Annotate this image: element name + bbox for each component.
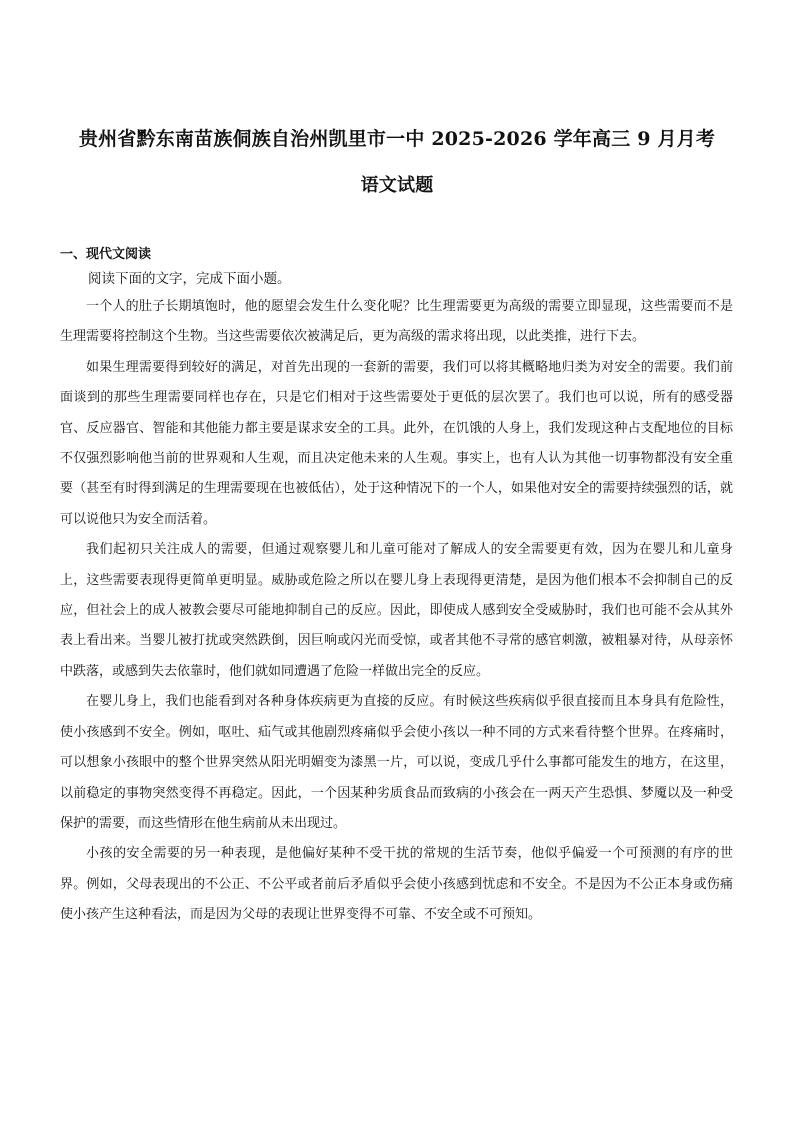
document-subtitle: 语文试题: [360, 175, 434, 196]
section-heading: 一、现代文阅读: [60, 247, 152, 262]
paragraph: 如果生理需要得到较好的满足，对首先出现的一套新的需要，我们可以将其概略地归类为对安全的需要。我们前面谈到的那些生理需要同样也存在，只是它们相对于这些需要处于更低的层次罢了。我们也可以说，所有的感受器官、反应器官、智能和其他能力都主要是谋求安全的工具。此外，在饥饿的人身上，我们发现这种占支配地位的目标不仅强烈影响他当前的世界观和人生观，而且决定他未来的人生观。事实上，也有人认为其他一切事物都没有安全重要（甚至有时得到满足的生理需要现在也被低估），处于这种情况下的一个人，如果他对安全的需要持续强烈的话，就可以说他只为安全而活着。: [60, 359, 733, 527]
document-title: 贵州省黔东南苗族侗族自治州凯里市一中 2025-2026 学年高三 9 月月考: [78, 128, 716, 150]
reading-instruction: 阅读下面的文字，完成下面小题。: [88, 271, 291, 287]
article-body: [60, 292, 733, 931]
paragraph: 我们起初只关注成人的需要，但通过观察婴儿和儿童可能对了解成人的安全需要更有效，因为在婴儿和儿童身上，这些需要表现得更简单更明显。威胁或危险之所以在婴儿身上表现得更清楚，是因为他们根本不会抑制自己的反应，但社会上的成人被教会要尽可能地抑制自己的反应。因此，即使成人感到安全受威胁时，我们也可能不会从其外表上看出来。当婴儿被打扰或突然跌倒，因巨响或闪光而受惊，或者其他不寻常的感官刺激，被粗暴对待，从母亲怀中跌落，或感到失去依靠时，他们就如同遭遇了危险一样做出完全的反应。: [60, 542, 733, 679]
paragraph: 一个人的肚子长期填饱时，他的愿望会发生什么变化呢？比生理需要更为高级的需要立即显现，这些需要而不是生理需要将控制这个生物。当这些需要依次被满足后，更为高级的需求将出现，以此类推，进行下去。: [60, 299, 733, 345]
paragraph: 在婴儿身上，我们也能看到对各种身体疾病更为直接的反应。有时候这些疾病似乎很直接而且本身具有危险性，使小孩感到不安全。例如，呕吐、疝气或其他剧烈疼痛似乎会使小孩以一种不同的方式来看待整个世界。在疼痛时，可以想象小孩眼中的整个世界突然从阳光明媚变为漆黑一片，可以说，变成几乎什么事都可能发生的地方，在这里，以前稳定的事物突然变得不再稳定。因此，一个因某种劣质食品而致病的小孩会在一两天产生恐惧、梦魇以及一种受保护的需要，而这些情形在他生病前从未出现过。: [60, 694, 733, 831]
paragraph: 小孩的安全需要的另一种表现，是他偏好某种不受干扰的常规的生活节奏，他似乎偏爱一个可预测的有序的世界。例如，父母表现出的不公正、不公平或者前后矛盾似乎会使小孩感到忧虑和不安全。不是因为不公正本身或伤痛使小孩产生这种看法，而是因为父母的表现让世界变得不可靠、不安全或不可预知。: [60, 846, 733, 923]
